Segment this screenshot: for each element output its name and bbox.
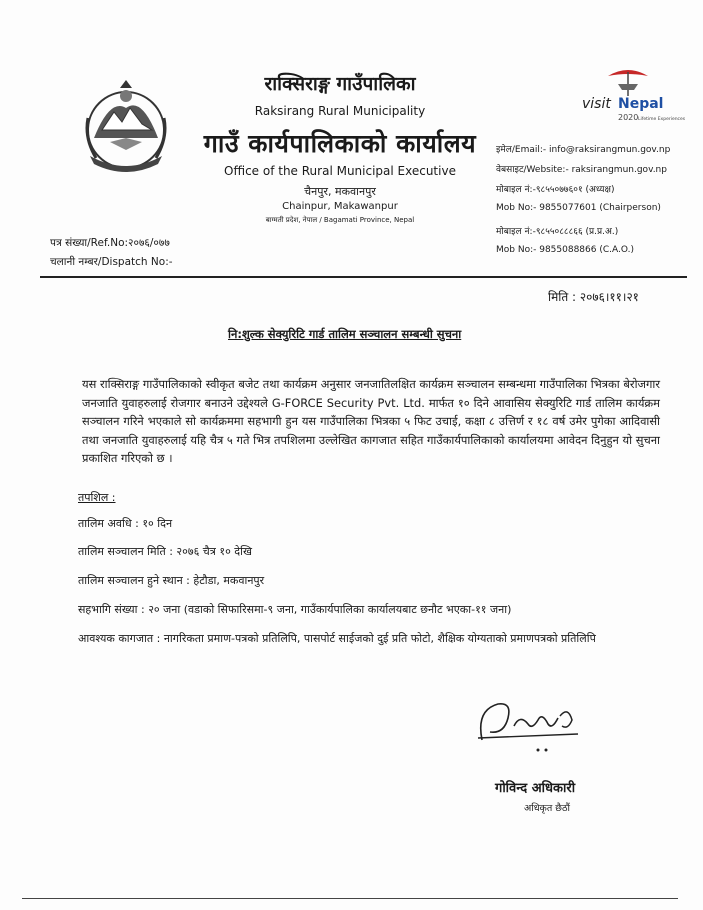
address-np: चैनपुर, मकवानपुर: [304, 185, 376, 198]
visit-nepal-logo: [578, 66, 686, 128]
signatory-name: गोविन्द अधिकारी: [495, 781, 576, 796]
detail-start-date: तालिम सञ्चालन मिति : २०७६ चैत्र १० देखि: [78, 545, 252, 558]
details-heading: तपशिल :: [78, 491, 116, 504]
email-line: इमेल/Email:- info@raksirangmun.gov.np: [496, 145, 671, 155]
detail-documents: आवश्यक कागजात : नागरिकता प्रमाण-पत्रको प्रतिलिपि, पासपोर्ट साईजको दुई प्रति फोटो, शैक्षिक योग्यताको प्रमाणपत्रको प्रतिलिपि: [78, 632, 596, 645]
province-line: बाग्मती प्रदेश, नेपाल / Bagamati Province, Nepal: [265, 216, 415, 224]
letter-body: यस राक्सिराङ्ग गाउँपालिकाको स्वीकृत बजेट तथा कार्यक्रम अनुसार जनजातिलक्षित कार्यक्रम सञ्चालन सम्बन्धमा गाउँपालिका भित्रका बेरोजगार जनजाति युवाहरुलाई रोजगार बनाउने उद्देश्यले G-FORCE Security Pvt. Ltd. मार्फत १० दिने आवासिय सेक्युरिटि गार्ड तालिम कार्यक्रम सञ्चालन गरिने भएकाले सो कार्यक्रममा सहभागी हुन यस गाउँपालिका भित्रका ५ फिट उचाई, कक्षा ८ उत्तिर्ण र १८ वर्ष उमेर पुगेका आदिवासी तथा जनजाति युवाहरुलाई यहि चैत्र ५ गते भित्र तपशिलमा उल्लेखित कागजात सहित गाउँकार्यपालिकाको कार्यालयमा आवेदन दिनुहुन यो सुचना प्रकाशित गरिएको छ ।: [82, 377, 660, 465]
detail-duration: तालिम अवधि : १० दिन: [78, 517, 173, 530]
letter-date: मिति : २०७६।११।२१: [548, 290, 639, 304]
footer-divider: [22, 898, 678, 899]
year-2020: 2020: [618, 113, 639, 122]
header-divider: [40, 276, 687, 278]
signatory-designation: अधिकृत छैठौं: [524, 803, 570, 814]
mobile-cao-np: मोबाइल नं:-९८५५०८८८६६ (प्र.प्र.अ.): [496, 227, 619, 237]
nepal-word: Nepal: [618, 96, 664, 112]
office-name-np: गाउँ कार्यपालिकाको कार्यालय: [203, 129, 477, 158]
letter-subject: नि:शुल्क सेक्युरिटि गार्ड तालिम सञ्चालन सम्बन्धी सुचना: [228, 327, 462, 341]
visit-word: visit: [582, 96, 611, 112]
office-name-en: Office of the Rural Municipal Executive: [224, 164, 456, 178]
address-en: Chainpur, Makawanpur: [282, 201, 398, 212]
nepal-emblem-icon: [80, 78, 172, 176]
municipality-name-np: राक्सिराङ्ग गाउँपालिका: [264, 73, 416, 95]
tagline: Lifetime Experiences: [638, 117, 686, 122]
reference-number: पत्र संख्या/Ref.No:२०७६/०७७: [50, 237, 170, 249]
handwritten-signature: [468, 690, 588, 760]
municipality-name-en: Raksirang Rural Municipality: [254, 104, 426, 118]
mobile-cao-en: Mob No:- 9855088866 (C.A.O.): [496, 245, 634, 255]
mobile-chair-en: Mob No:- 9855077601 (Chairperson): [496, 203, 661, 213]
mobile-chair-np: मोबाइल नं:-९८५५०७७६०१ (अध्यक्ष): [496, 185, 615, 195]
detail-venue: तालिम सञ्चालन हुने स्थान : हेटौडा, मकवानपुर: [78, 574, 265, 587]
detail-participants: सहभागि संख्या : २० जना (वडाको सिफारिसमा-९ जना, गाउँकार्यपालिका कार्यालयबाट छनौट भएका-११ जना): [78, 603, 512, 616]
website-line: वेबसाइट/Website:- raksirangmun.gov.np: [496, 165, 667, 175]
dispatch-number: चलानी नम्बर/Dispatch No:-: [50, 256, 173, 268]
